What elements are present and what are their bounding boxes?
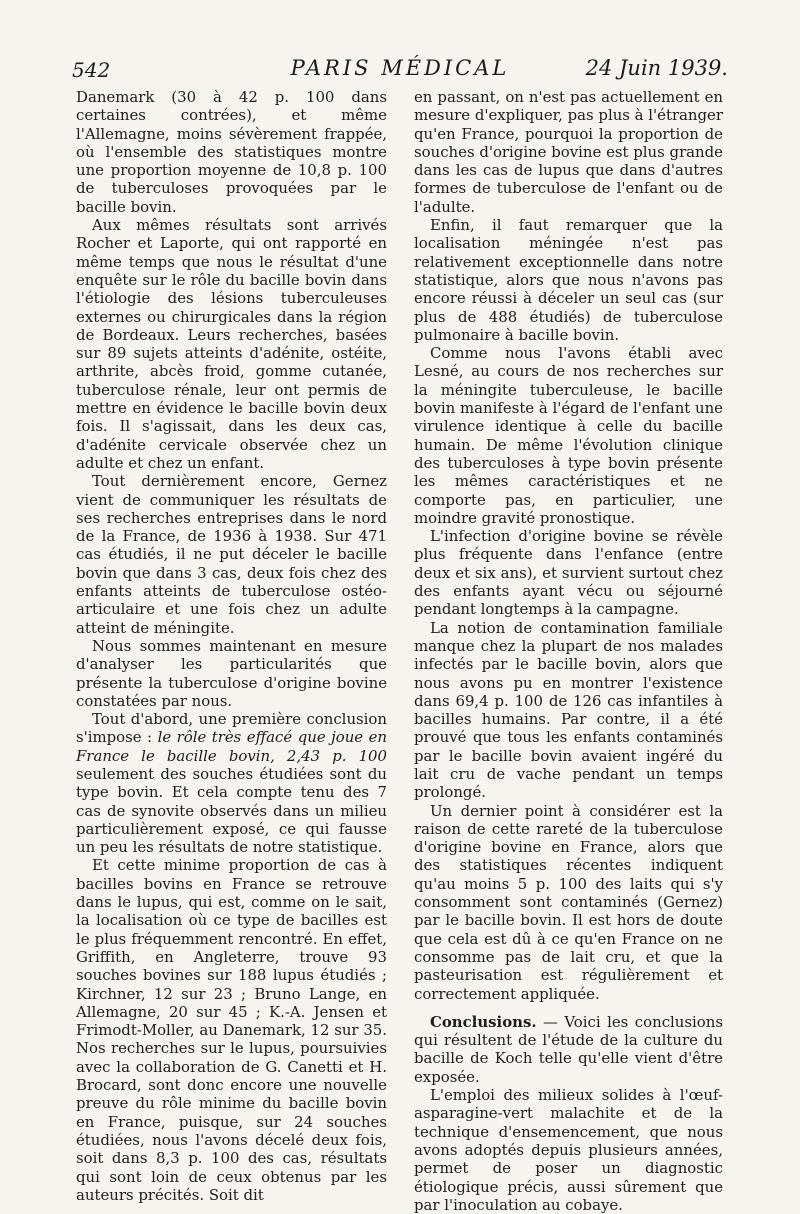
paragraph: Enfin, il faut remarquer que la localisation méningée n'est pas relativement exceptionnelle dans notre statistique, alors que nous n'avons pas encore réussi à déceler un seul cas (sur plus de 488 étudiés) de tuberculose pulmonaire à bacille bovin. [414,216,723,344]
conclusions-heading: Conclusions. [430,1012,537,1031]
paragraph: Un dernier point à considérer est la raison de cette rareté de la tuberculose d'origine bovine en France, alors que des statistiques récentes indiquent qu'au moins 5 p. 100 des laits qui s'y consomment sont contaminés (Gernez) par le bacille bovin. Il est hors de doute que cela est dû à ce qu'en France on ne consomme pas de lait cru, et que la pasteurisation est régulièrement et correctement appliquée. [414,801,723,1003]
issue-date: 24 Juin 1939. [585,56,728,80]
paragraph: Comme nous l'avons établi avec Lesné, au cours de nos recherches sur la méningite tuberculeuse, le bacille bovin manifeste à l'égard de l'enfant une virulence identique à celle du bacille humain. De même l'évolution clinique des tuberculoses à type bovin présente les mêmes caractéristiques et ne comporte pas, en particulier, une moindre gravité pronostique. [414,344,723,527]
running-header [0,52,800,82]
paragraph: Tout dernièrement encore, Gernez vient de communiquer les résultats de ses recherches entreprises dans le nord de la France, de 1936 à 1938. Sur 471 cas étudiés, il ne put déceler le bacille bovin que dans 3 cas, deux fois chez des enfants atteints de tuberculose ostéo-articulaire et une fois chez un adulte atteint de méningite. [76,472,387,637]
paragraph: L'infection d'origine bovine se révèle plus fréquente dans l'enfance (entre deux et six ans), et survient surtout chez des enfants ayant vécu ou séjourné pendant longtemps à la campagne. [414,527,723,619]
paragraph: Et cette minime proportion de cas à bacilles bovins en France se retrouve dans le lupus, qui est, comme on le sait, la localisation où ce type de bacilles est le plus fréquemment rencontré. En effet, Griffith, en Angleterre, trouve 93 souches bovines sur 188 lupus étudiés ; Kirchner, 12 sur 23 ; Bruno Lange, en Allemagne, 20 sur 45 ; K.-A. Jensen et Frimodt-Moller, au Danemark, 12 sur 35. Nos recherches sur le lupus, poursuivies avec la collaboration de G. Canetti et H. Brocard, sont donc encore une nouvelle preuve du rôle minime du bacille bovin en France, puisque, sur 24 souches étudiées, nous l'avons décelé deux fois, soit dans 8,3 p. 100 des cas, résultats qui sont loin de ceux obtenus par les auteurs précités. Soit dit [76,856,387,1204]
paragraph: Aux mêmes résultats sont arrivés Rocher et Laporte, qui ont rapporté en même temps que nous le résultat d'une enquête sur le rôle du bacille bovin dans l'étiologie des lésions tuberculeuses externes ou chirurgicales dans la région de Bordeaux. Leurs recherches, basées sur 89 sujets atteints d'adénite, ostéite, arthrite, abcès froid, gomme cutanée, tuberculose rénale, leur ont permis de mettre en évidence le bacille bovin deux fois. Il s'agissait, dans les deux cas, d'adénite cervicale observée chez un adulte et chez un enfant. [76,216,387,472]
paragraph [76,710,387,856]
emphasized-conclusion: le rôle très effacé que joue en France le bacille bovin, 2,43 p. 100 [76,728,387,765]
left-column [76,88,387,1204]
paragraph: Nous sommes maintenant en mesure d'analyser les particularités que présente la tuberculose d'origine bovine constatées par nous. [76,636,387,710]
paragraph-text: seulement des souches étudiées sont du type bovin. Et cela compte tenu des 7 cas de synovite observés dans un milieu particulièrement exposé, ce qui fausse un peu les résultats de notre statistique. [76,764,387,857]
journal-title: PARIS MÉDICAL [290,56,510,80]
paragraph-text: — Voici les conclusions qui résultent de l'étude de la culture du bacille de Koch telle qu'elle vient d'être exposée. [414,1012,723,1086]
paragraph: en passant, on n'est pas actuellement en mesure d'expliquer, pas plus à l'étranger qu'en France, pourquoi la proportion de souches d'origine bovine est plus grande dans les cas de lupus que dans d'autres formes de tuberculose de l'enfant ou de l'adulte. [414,88,723,216]
right-column [414,88,723,1214]
conclusions-paragraph [414,1013,723,1086]
page-number: 542 [72,58,111,82]
paragraph-text: Tout d'abord, une première conclusion s'impose : [76,710,387,747]
paragraph: La notion de contamination familiale manque chez la plupart de nos malades infectés par le bacille bovin, alors que nous avons pu en montrer l'existence dans 69,4 p. 100 de 126 cas infantiles à bacilles humains. Par contre, il a été prouvé que tous les enfants contaminés par le bacille bovin avaient ingéré du lait cru de vache pendant un temps prolongé. [414,618,723,802]
paragraph: Danemark (30 à 42 p. 100 dans certaines contrées), et même l'Allemagne, moins sévèrement frappée, où l'ensemble des statistiques montre une proportion moyenne de 10,8 p. 100 de tuberculoses provoquées par le bacille bovin. [76,88,387,216]
paragraph: L'emploi des milieux solides à l'œuf-asparagine-vert malachite et de la technique d'ensemencement, que nous avons adoptés depuis plusieurs années, permet de poser un diagnostic étiologique précis, aussi sûrement que par l'inoculation au cobaye. [414,1086,723,1214]
